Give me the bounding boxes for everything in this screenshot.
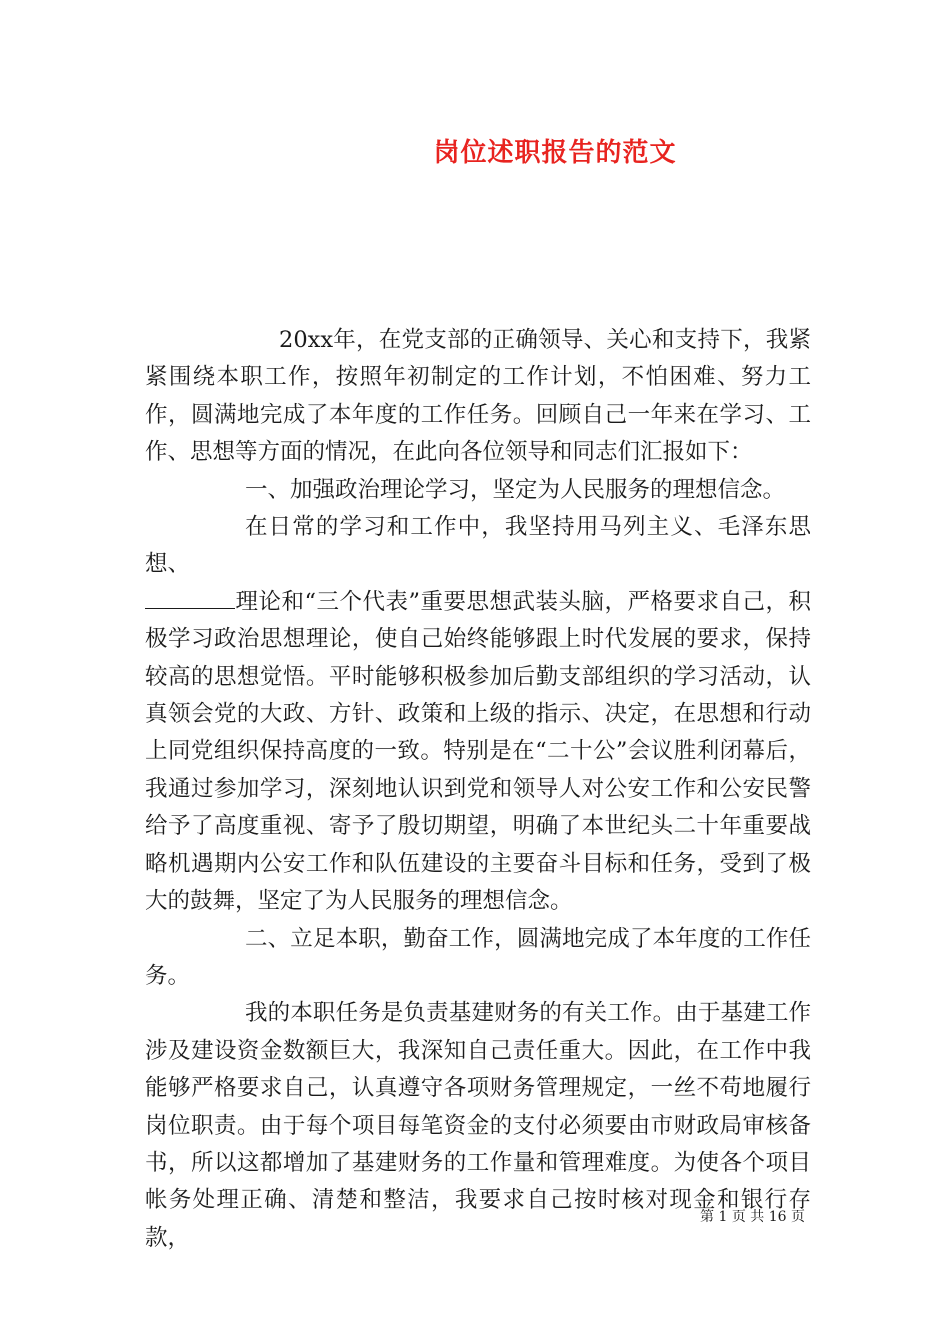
page-number: 第 1 页 共 16 页	[700, 1209, 805, 1225]
paragraph-study-text: 理论和“三个代表”重要思想武装头脑，严格要求自己，积极学习政治思想理论，使自己始终能够跟上时代发展的要求，保持较高的思想觉悟。平时能够积极参加后勤支部组织的学习活动，认真领会党的大政、方针、政策和上级的指示、决定，在思想和行动上同党组织保持高度的一致。特别是在“二十公”会议胜利闭幕后，我通过参加学习，深刻地认识到党和领导人对公安工作和公安民警给予了高度重视、寄予了殷切期望，明确了本世纪头二十年重要战略机遇期内公安工作和队伍建设的主要奋斗目标和任务，受到了极大的鼓舞，坚定了为人民服务的理想信念。	[145, 588, 811, 915]
document-body	[145, 322, 811, 1257]
section-heading-1: 一、加强政治理论学习，坚定为人民服务的理想信念。	[245, 476, 786, 503]
paragraph-intro: 20xx年，在党支部的正确领导、关心和支持下，我紧紧围绕本职工作，按照年初制定的工作计划，不怕困难、努力工作，圆满地完成了本年度的工作任务。回顾自己一年来在学习、工作、思想等方面的情况，在此向各位领导和同志们汇报如下：	[145, 327, 811, 466]
paragraph-study-start: 在日常的学习和工作中，我坚持用马列主义、毛泽东思想、	[145, 514, 811, 578]
paragraph-duty: 我的本职任务是负责基建财务的有关工作。由于基建工作涉及建设资金数额巨大，我深知自己责任重大。因此，在工作中我能够严格要求自己，认真遵守各项财务管理规定，一丝不苟地履行岗位职责。由于每个项目每笔资金的支付必须要由市财政局审核备书，所以这都增加了基建财务的工作量和管理难度。为使各个项目帐务处理正确、清楚和整洁，我要求自己按时核对现金和银行存款，	[145, 1000, 811, 1251]
document-title: 岗位述职报告的范文	[433, 138, 677, 168]
blank-fill-line	[145, 590, 235, 609]
paragraph-study	[145, 584, 811, 921]
section-heading-2: 二、立足本职，勤奋工作，圆满地完成了本年度的工作任务。	[145, 925, 811, 989]
